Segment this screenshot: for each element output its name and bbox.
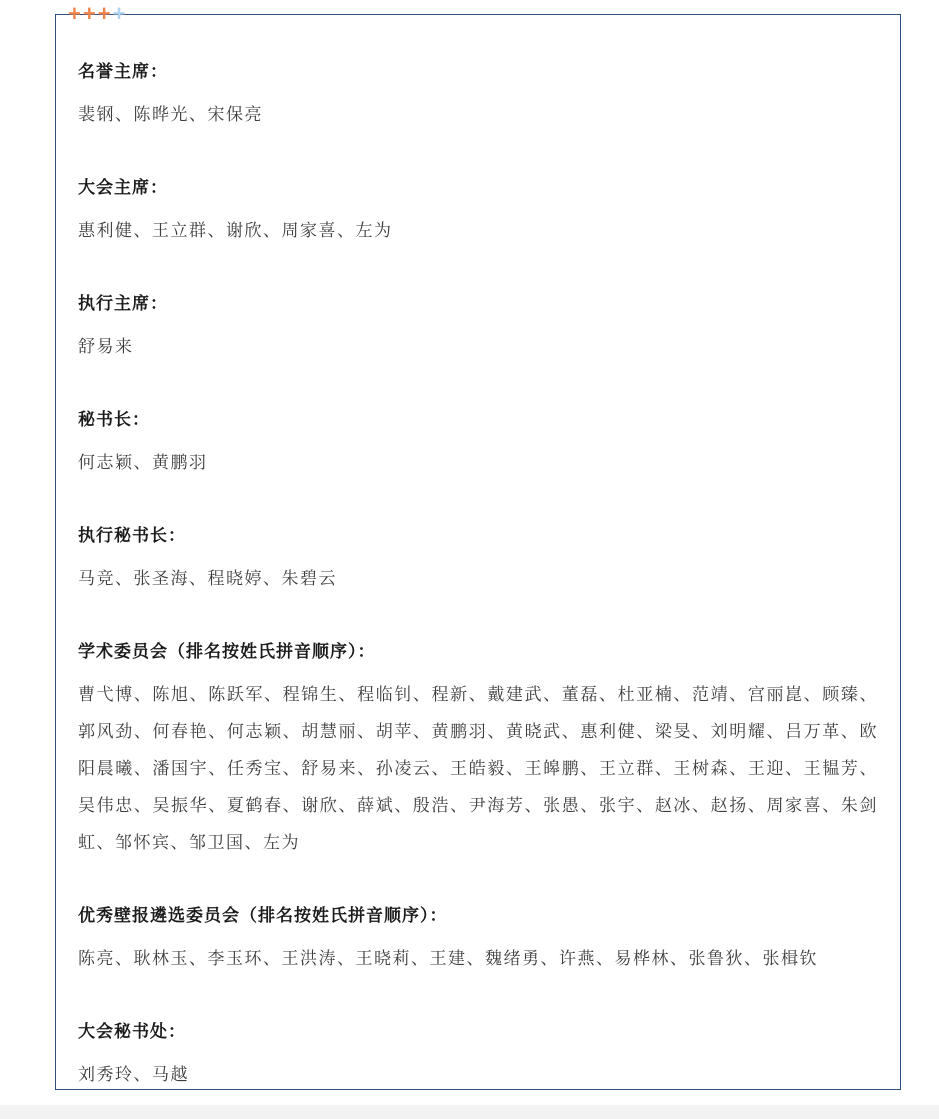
section-members: 裴钢、陈晔光、宋保亮 bbox=[78, 105, 263, 124]
plus-icon: + bbox=[82, 1, 96, 26]
section-executive-chair bbox=[78, 291, 878, 365]
section-members: 舒易来 bbox=[78, 337, 134, 356]
section-honorary-chairs bbox=[78, 59, 878, 133]
committee-roster-card bbox=[55, 14, 901, 1090]
section-academic-committee bbox=[78, 639, 878, 861]
page-footer-strip bbox=[0, 1105, 939, 1119]
section-members: 马竞、张圣海、程晓婷、朱碧云 bbox=[78, 569, 337, 588]
section-title: 优秀壁报遴选委员会（排名按姓氏拼音顺序）： bbox=[78, 906, 448, 925]
section-secretary-general bbox=[78, 407, 878, 481]
section-members: 何志颖、黄鹏羽 bbox=[78, 453, 208, 472]
section-executive-secretary-general bbox=[78, 523, 878, 597]
plus-icon: + bbox=[97, 1, 111, 26]
section-members: 陈亮、耿林玉、李玉环、王洪涛、王晓莉、王建、魏绪勇、许燕、易桦林、张鲁狄、张楫钦 bbox=[78, 949, 818, 968]
section-title: 学术委员会（排名按姓氏拼音顺序）： bbox=[78, 642, 376, 661]
section-title: 大会秘书处： bbox=[78, 1022, 186, 1041]
section-conference-secretariat bbox=[78, 1019, 878, 1093]
section-title: 秘书长： bbox=[78, 410, 150, 429]
section-poster-selection-committee bbox=[78, 903, 878, 977]
section-title: 执行秘书长： bbox=[78, 526, 186, 545]
section-members: 曹弋博、陈旭、陈跃军、程锦生、程临钊、程新、戴建武、董磊、杜亚楠、范靖、宫丽崑、顾臻、郭风劲、何春艳、何志颖、胡慧丽、胡苹、黄鹏羽、黄晓武、惠利健、梁旻、刘明耀、吕万革、欧阳晨曦、潘国宇、任秀宝、舒易来、孙凌云、王皓毅、王皞鹏、王立群、王树森、王迎、王韫芳、吴伟忠、吴振华、夏鹤春、谢欣、薛斌、殷浩、尹海芳、张愚、张宇、赵冰、赵扬、周家喜、朱剑虹、邹怀宾、邹卫国、左为 bbox=[78, 685, 878, 852]
section-members: 惠利健、王立群、谢欣、周家喜、左为 bbox=[78, 221, 393, 240]
plus-icon: + bbox=[68, 1, 81, 26]
section-members: 刘秀玲、马越 bbox=[78, 1065, 189, 1084]
plus-icon: + bbox=[112, 1, 126, 26]
section-title: 名誉主席： bbox=[78, 62, 168, 81]
section-conference-chairs bbox=[78, 175, 878, 249]
sparkle-decoration bbox=[68, 1, 125, 27]
section-title: 执行主席： bbox=[78, 294, 168, 313]
section-title: 大会主席： bbox=[78, 178, 168, 197]
